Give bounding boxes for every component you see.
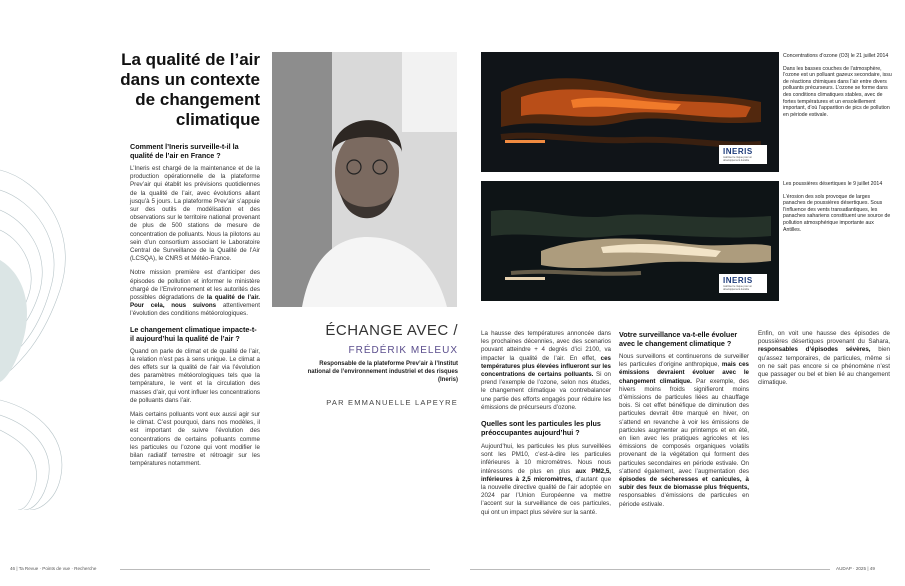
column-1: [130, 142, 260, 469]
paragraph-1: L’Ineris est chargé de la maintenance et de la production opérationnelle de la plateforme Prev’air qui établit les prévisions quotidiennes de la qualité de l’air, avec évolutions allant jusqu’à 5 jours. La plateforme Prev’air s’appuie sur des outils de modélisation et des observations sur le territoire national provenant de plus de 500 stations de mesure de concentration de polluants. Nous la pilotons au sein d’un consortium associant le Laboratoire Central de Surveillance de la Qualité de l’Air (LCSQA), le CNRS et Météo-France.: [130, 165, 260, 263]
portrait-illustration: [272, 52, 457, 307]
column-4: [758, 330, 890, 387]
paragraph-3: Quand on parle de climat et de qualité de l’air, la relation n’est pas à sens unique. Le climat a des effets sur la qualité de l’air via l’évolution des paramètres météorologiques tels que la température, le vent et la circulation des masses d’air, qui vont influer les concentrations de polluants dans l’air.: [130, 347, 260, 404]
ozone-caption-title: Concentrations d’ozone (O3) le 21 juillet 2014: [783, 53, 889, 59]
interview-header: [298, 322, 458, 407]
paragraph-5: La hausse des températures annoncée dans les prochaines décennies, avec des scenarios pouvant atteindre + 4 degrés d’ici 2100, va impacter la qualité de l’air. En effet, ces températures plus élevées influeront sur les concentrations de certains polluants. Si on prend l’exemple de l’ozone, selon nos études, le changement climatique va contrebalancer une partie des efforts engagés pour réduire les émissions de précurseurs d’ozone.: [481, 330, 611, 411]
question-3: Quelles sont les particules les plus préoccupantes aujourd’hui ?: [481, 419, 601, 438]
person-name: FRÉDÉRIK MELEUX: [348, 345, 458, 356]
footer-rule-right: [470, 569, 830, 570]
ozone-map: [481, 52, 779, 172]
paragraph-7: Nous surveillons et continuerons de surveiller les particules d’origine anthropique, mais ces émissions devraient évoluer avec le changement climatique. Par exemple, des hivers moins froids signifieront moins d’émissions de particules liées au chauffage bois. Si cet effet bénéfique de diminution des particules devrait être marqué en hiver, on s’attend en revanche à voir les émissions de particules augmenter au printemps et en été, en lien avec les pratiques agricoles et les émissions de composés organiques volatils provenant de la végétation qui forment des particules secondaires en période estivale. On s’attend également, avec l’augmentation des épisodes de sécheresses et canicules, à subir des feux de biomasse plus fréquents, responsables d’émissions de particules en période estivale.: [619, 353, 749, 508]
dust-caption: [783, 181, 893, 233]
dust-map: [481, 181, 779, 301]
question-4: Votre surveillance va-t-elle évoluer avec le changement climatique ?: [619, 330, 738, 348]
dust-caption-title: Les poussières désertiques le 9 juillet 2014: [783, 181, 883, 187]
dust-logo: INERIS maîtriser le risque pour un développement durable: [719, 274, 767, 293]
paragraph-6: Aujourd’hui, les particules les plus surveillées sont les PM10, c’est-à-dire les particules inférieures à 10 micromètres. Nous nous intéressons de plus en plus aux PM2,5, inférieures à 2,5 micromètres, d’autant que la nouvelle directive qualité de l’air adoptée en 2024 par l’Union Européenne va mettre l’accent sur la surveillance de ces particules, qui ont un impact plus sévère sur la santé.: [481, 443, 612, 516]
person-role: Responsable de la plateforme Prev’air à l’Institut national de l’environnement industriel et des risques (Ineris): [307, 361, 458, 383]
column-2: [481, 330, 611, 517]
ozone-caption: [783, 53, 893, 118]
article-title: La qualité de l’air dans un contexte de changement climatique: [120, 50, 260, 129]
question-1: Comment l’Ineris surveille-t-il la qualité de l’air en France ?: [130, 142, 239, 160]
footer-rule-left: [120, 569, 430, 570]
column-3: [619, 330, 749, 509]
dust-caption-text: L’érosion des sols provoque de larges panaches de poussières désertiques. Sous l’influence des vents transatlantiques, les panaches sahariens constituent une source de pollution atmosphérique importante aux Antilles.: [783, 193, 891, 233]
footer-left: 46 | Ta Revue · Points de vue · Recherche: [10, 566, 97, 571]
echange-label: ÉCHANGE AVEC /: [325, 322, 458, 339]
footer-right: AUDAP · 2025 | 49: [836, 566, 875, 571]
question-2: Le changement climatique impacte-t-il aujourd’hui la qualité de l’air ?: [130, 324, 257, 343]
paragraph-8: Enfin, on voit une hausse des épisodes de poussières désertiques provenant du Sahara, responsables d’épisodes sévères, bien qu’assez temporaires, de particules, même si on ne sait pas encore si ce phénomène n’est que passager ou bel et bien lié au changement climatique.: [758, 330, 890, 387]
author-credit: PAR EMMANUELLE LAPEYRE: [326, 398, 458, 407]
paragraph-2: Notre mission première est d’anticiper des épisodes de pollution et informer le ministère chargé de l’Environnement et les autorités des possibles dégradations de la qualité de l’air. Pour cela, nous suivons attentivement l’évolution des conditions météorologiques.: [130, 269, 260, 318]
ozone-logo: INERIS maîtriser le risque pour un développement durable: [719, 145, 767, 164]
ozone-caption-text: Dans les basses couches de l’atmosphère, l’ozone est un polluant gazeux secondaire, issu de réactions chimiques dans l’air entre divers polluants précurseurs. L’ozone se forme dans des conditions climatiques stables, avec de fortes températures et un ensoleillement important, d’où l’apparition de pics de pollution en période estivale.: [783, 65, 892, 118]
contour-decoration: [0, 110, 110, 510]
portrait-photo: [272, 52, 457, 307]
paragraph-4: Mais certains polluants vont eux aussi agir sur le climat. C’est pourquoi, dans nos modèles, il est important de suivre l’évolution des concentrations de certains polluants comme les particules ou l’ozone qui vont modifier le bilan radiatif terrestre et rétroagir sur les températures notamment.: [130, 411, 260, 468]
